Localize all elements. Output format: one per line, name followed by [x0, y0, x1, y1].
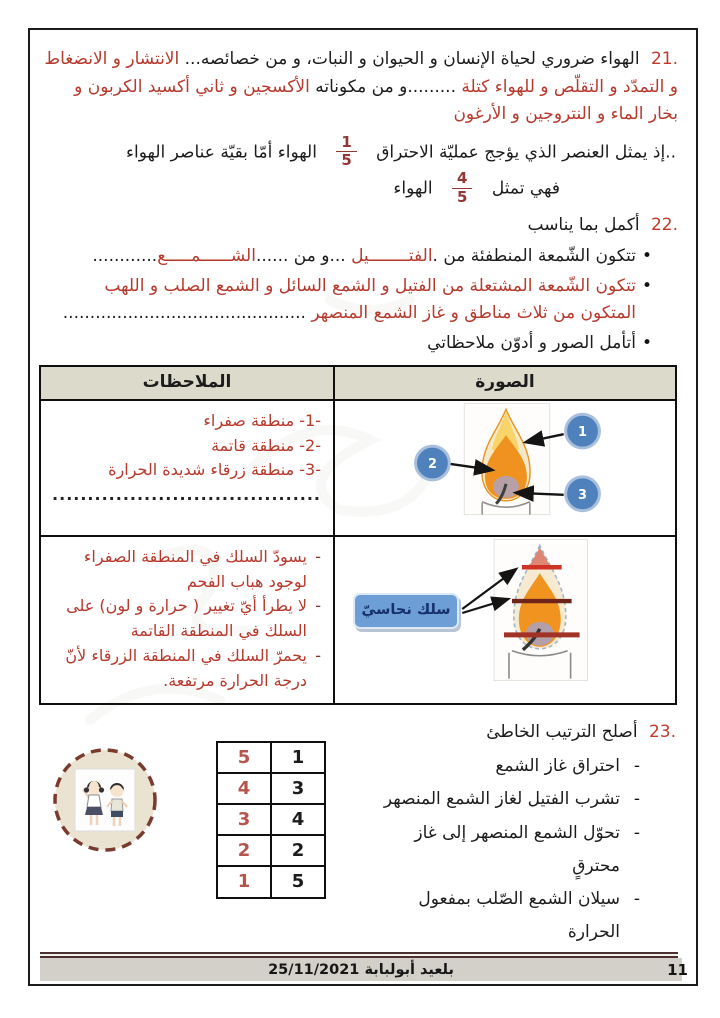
order-cell-right: 4 — [271, 804, 325, 835]
list-item-candle-lit — [44, 273, 652, 328]
order-row — [217, 866, 325, 897]
order-cell-left: 1 — [217, 866, 271, 897]
candle-flame-zones-illustration — [337, 401, 675, 519]
order-cell-left: 5 — [217, 742, 271, 773]
dotted-answer-line: ...................................... — [52, 485, 321, 505]
fraction-line-2-tail: الهواء — [393, 178, 433, 199]
b1-text-2: ...و من ...... — [255, 246, 352, 267]
question-22-list — [44, 243, 678, 357]
question-23-number: 23. — [648, 721, 676, 742]
step-item-4: - سيلان الشمع الصّلب بمفعول الحرارة — [364, 883, 640, 949]
fraction-denominator: 5 — [341, 151, 352, 170]
callout-label-1: 1 — [578, 424, 588, 440]
question-23-block — [364, 715, 676, 983]
step-item-1: - احتراق غاز الشمع — [364, 750, 640, 783]
order-row — [217, 742, 325, 773]
question-21-fraction-line-1 — [44, 132, 676, 170]
order-cell-left: 2 — [217, 835, 271, 866]
fraction-four-fifths — [452, 171, 472, 206]
order-row — [217, 835, 325, 866]
list-item-candle-unlit — [44, 243, 652, 271]
b2-answer: تتكون الشّمعة المشتعلة من الفتيل و الشمع السائل و الشمع الصلب و اللهب المتكون من ثلاث مناطق و غاز الشمع المنصهر — [104, 275, 636, 324]
footer-text: بلعيد أبولبابة 25/11/2021 — [268, 961, 454, 978]
callout-label-3: 3 — [578, 487, 588, 503]
order-cell-left: 4 — [217, 773, 271, 804]
table-header-row — [40, 366, 676, 400]
note-blue-zone: - يحمرّ السلك في المنطقة الزرقاء لأنّ درجة الحرارة مرتفعة. — [47, 644, 321, 694]
note-zone-1: -1- منطقة صفراء — [203, 410, 321, 430]
order-table-wrap — [216, 715, 326, 983]
page-content — [30, 30, 696, 982]
b1-text-3: ............ — [92, 246, 158, 267]
fraction-line-1-tail: الهواء أمّا بقيّة عناصر الهواء — [126, 141, 317, 162]
q21-answer-red-1: الانتشار و الانضغاط و التمدّد و التقلّص و للهواء كتلة — [44, 49, 678, 97]
fraction-numerator: 4 — [452, 171, 472, 189]
note-yellow-zone: - يسودّ السلك في المنطقة الصفراء لوجود هباب الفحم — [47, 545, 321, 595]
flame-zones-image-cell — [334, 400, 676, 536]
q21-answer-red-2: الأكسجين و ثاني أكسيد الكربون و بخار الماء و النتروجين و الأرغون — [74, 76, 678, 125]
callout-label-2: 2 — [427, 456, 437, 472]
note-dark-zone: - لا يطرأ أيّ تغيير ( حرارة و لون) على السلك في المنطقة القاتمة — [47, 594, 321, 644]
step-item-3: - تحوّل الشمع المنصهر إلى غاز محترقٍ — [364, 817, 640, 883]
question-23-title-text: أصلح الترتيب الخاطئ — [486, 721, 638, 742]
b1-text-1: تتكون الشّمعة المنطفئة من . — [432, 246, 636, 267]
column-header-notes: الملاحظات — [40, 366, 334, 400]
step-item-2: - تشرب الفتيل لغاز الشمع المنصهر — [364, 783, 640, 816]
copper-wire-notes-cell — [40, 536, 334, 704]
question-23-title — [364, 719, 676, 747]
b3-text: أتأمل الصور و أدوّن ملاحظاتي — [427, 332, 636, 353]
order-cell-left: 3 — [217, 804, 271, 835]
order-cell-right: 3 — [271, 773, 325, 804]
b2-dots: ............................................. — [62, 303, 306, 324]
observations-table — [39, 365, 677, 705]
table-row — [40, 400, 676, 536]
flame-zones-notes-cell — [40, 400, 334, 536]
fraction-line-1-text: ..إذ يمثل العنصر الذي يؤجج عمليّة الاحتراق — [376, 141, 676, 162]
order-table — [216, 741, 326, 899]
b1-answer-1: الفتــــــــيل — [351, 246, 433, 267]
order-cell-right: 2 — [271, 835, 325, 866]
table-row — [40, 536, 676, 704]
order-cell-right: 1 — [271, 742, 325, 773]
column-header-picture: الصورة — [334, 366, 676, 400]
fraction-denominator: 5 — [457, 187, 468, 206]
fraction-line-2-text: فهي تمثل — [491, 178, 560, 199]
kids-sticker-illustration — [50, 745, 160, 855]
copper-wire-label: سلك نحاسيّ — [353, 593, 459, 629]
q21-text-black-1: الهواء ضروري لحياة الإنسان و الحيوان و النبات، و من خصائصه... — [184, 49, 640, 69]
page-frame — [28, 28, 698, 986]
question-23-section — [44, 715, 678, 983]
note-zone-2: -2- منطقة قاتمة — [211, 435, 321, 455]
kids-sticker — [50, 745, 160, 855]
question-21-fraction-line-2 — [44, 171, 678, 206]
list-item-observe — [44, 330, 652, 358]
question-22-number: 22. — [650, 214, 678, 235]
page-footer — [40, 952, 688, 981]
fraction-one-fifth — [336, 132, 356, 170]
question-22-title — [44, 212, 678, 240]
order-cell-right: 5 — [271, 866, 325, 897]
b1-answer-2: الشــــــمـــــع — [157, 246, 256, 267]
question-22-title-text: أكمل بما يناسب — [527, 214, 640, 235]
copper-wire-image-cell — [334, 536, 676, 704]
question-21-number: 21. — [650, 49, 678, 69]
order-row — [217, 773, 325, 804]
page-number: 11 — [667, 960, 688, 979]
question-21-paragraph — [44, 46, 678, 129]
sticker-card — [75, 769, 135, 831]
order-row — [217, 804, 325, 835]
q21-text-black-2: .........و من مكوناته — [309, 76, 456, 97]
question-23-items — [364, 750, 676, 982]
fraction-numerator: 1 — [336, 135, 356, 153]
footer-bar — [40, 958, 688, 981]
note-zone-3: -3- منطقة زرقاء شديدة الحرارة — [108, 460, 321, 480]
